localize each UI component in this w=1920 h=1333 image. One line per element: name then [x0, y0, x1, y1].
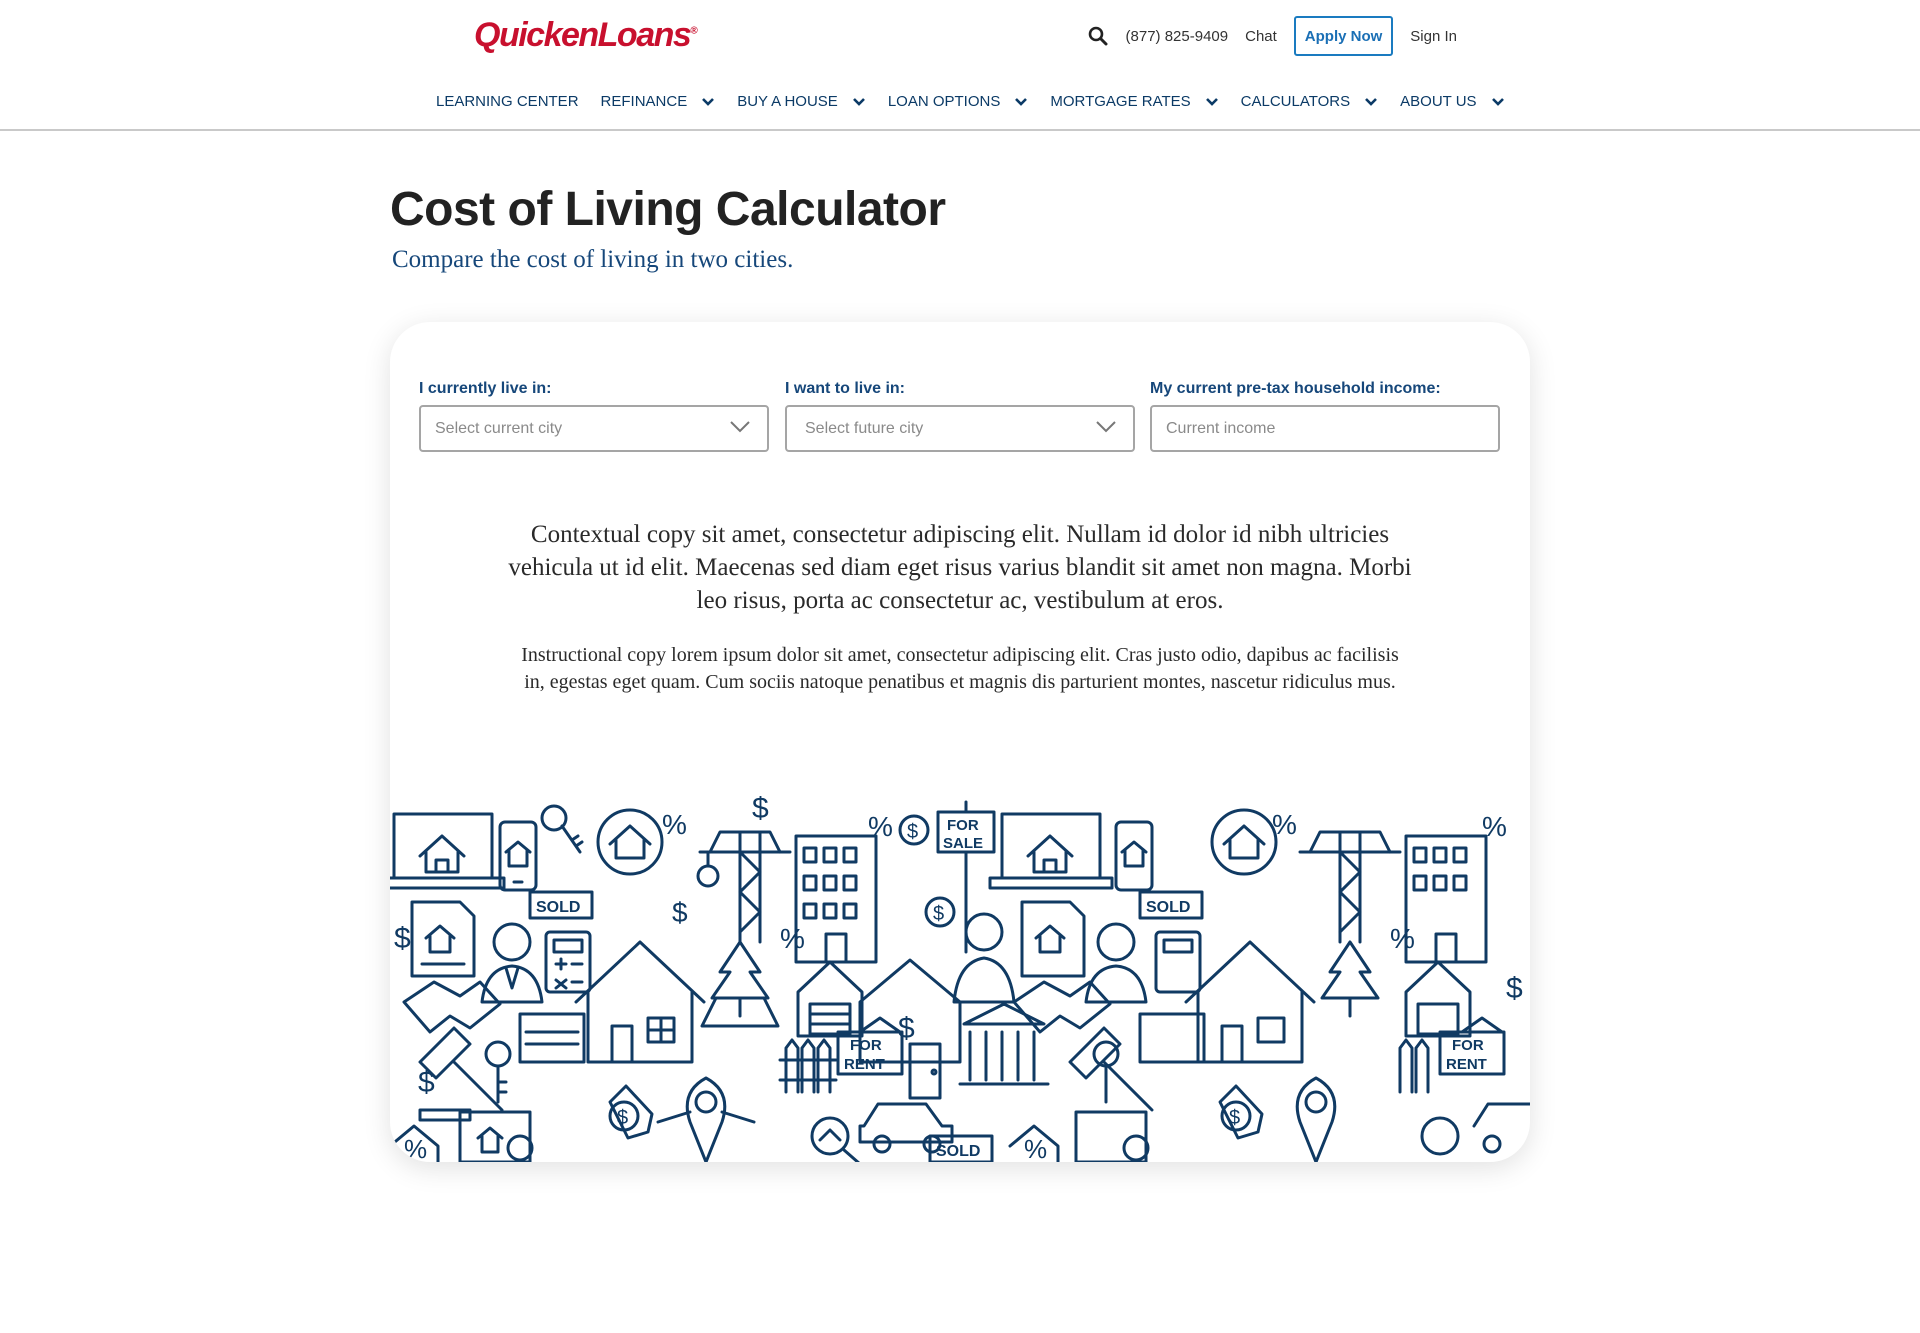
calculator-card [390, 322, 1530, 1162]
svg-text:$: $ [933, 903, 945, 925]
future-city-select[interactable] [785, 405, 1135, 452]
agent-icon [482, 924, 542, 1002]
percent-icon: % [1390, 923, 1415, 954]
for-rent-sign-icon [1440, 1018, 1504, 1074]
utility-nav [1087, 16, 1457, 56]
nav-about-us[interactable] [1400, 93, 1504, 110]
nav-label: LEARNING CENTER [436, 93, 579, 110]
sold-label: SOLD [536, 899, 581, 916]
sign-in-link[interactable]: Sign In [1410, 27, 1457, 45]
percent-icon: % [1024, 1134, 1048, 1162]
sold-sign-icon [1140, 892, 1202, 918]
key-icon [486, 1042, 510, 1102]
nav-label: CALCULATORS [1240, 93, 1351, 110]
svg-text:FOR: FOR [850, 1037, 882, 1054]
svg-text:$: $ [898, 1012, 915, 1045]
real-estate-illustration [390, 792, 1530, 1162]
tree-icon [702, 942, 778, 1026]
percent-icon: % [404, 1134, 428, 1162]
svg-text:SOLD: SOLD [936, 1143, 981, 1160]
chevron-down-icon [1205, 97, 1219, 106]
phone-icon [1116, 822, 1152, 890]
future-city-label: I want to live in: [785, 380, 906, 397]
nav-label: MORTGAGE RATES [1050, 93, 1191, 110]
nav-loan-options[interactable] [888, 93, 1029, 110]
current-city-select[interactable] [419, 405, 769, 452]
current-city-label: I currently live in: [419, 380, 552, 397]
instructional-copy: Instructional copy lorem ipsum dolor sit amet, consectetur adipiscing elit. Cras justo odio, dapibus ac facilisis in, egestas eget quam. Cum sociis natoque penatibus et magnis dis parturient montes, nascetur ridiculus mus. [521, 644, 1399, 693]
location-pin-icon [658, 1078, 754, 1162]
current-city-field [419, 380, 769, 452]
percent-icon: % [662, 809, 687, 840]
bank-icon [960, 1004, 1048, 1084]
svg-text:SALE: SALE [943, 835, 984, 852]
svg-text:FOR: FOR [947, 817, 979, 834]
search-icon[interactable] [1087, 25, 1109, 47]
svg-text:$: $ [907, 821, 919, 843]
dollar-icon: $ [672, 897, 688, 928]
nav-label: LOAN OPTIONS [887, 93, 1001, 110]
car-garage-icon [1140, 1014, 1204, 1062]
svg-text:$: $ [1229, 1107, 1241, 1129]
phone-link[interactable]: (877) 825-9409 [1125, 27, 1229, 45]
coin-icon [926, 898, 954, 926]
handshake-icon [404, 982, 500, 1032]
future-city-field [785, 380, 1135, 452]
chevron-down-icon [852, 97, 866, 106]
crane-icon [698, 832, 790, 942]
nav-calculators[interactable] [1241, 93, 1378, 110]
chevron-down-icon [1491, 97, 1505, 106]
chat-house-icon [598, 810, 662, 874]
building-icon [796, 836, 876, 962]
house-icon [576, 942, 704, 1062]
magnifier-house-icon [812, 1118, 860, 1162]
svg-text:$: $ [617, 1107, 629, 1129]
svg-text:FOR: FOR [1452, 1037, 1484, 1054]
nav-buy-a-house[interactable] [737, 93, 866, 110]
dollar-icon: $ [1506, 972, 1523, 1005]
laptop-icon [990, 814, 1112, 888]
chevron-down-icon [701, 97, 715, 106]
coin-icon [900, 816, 928, 844]
building-icon [1406, 836, 1486, 962]
nav-label: REFINANCE [600, 93, 688, 110]
dollar-icon: $ [752, 792, 769, 825]
chat-house-icon [1212, 810, 1276, 874]
magnifier-house-icon [1422, 1118, 1458, 1154]
page-title: Cost of Living Calculator [390, 183, 946, 236]
nav-refinance[interactable] [601, 93, 716, 110]
dollar-icon: $ [418, 1066, 435, 1099]
chevron-down-icon [729, 420, 751, 439]
percent-icon: % [1482, 811, 1507, 842]
tree-icon [1322, 942, 1378, 1016]
sold-sign-icon [530, 892, 592, 918]
dollar-icon: $ [394, 922, 411, 955]
chevron-down-icon [1014, 97, 1028, 106]
location-pin-icon [1297, 1078, 1335, 1162]
percent-icon: % [1272, 809, 1297, 840]
for-rent-sign-icon [838, 1018, 902, 1074]
calculator-icon [546, 932, 590, 992]
fence-icon [780, 1040, 836, 1092]
document-icon [412, 902, 474, 976]
quicken-loans-logo[interactable]: QuickenLoans® [474, 16, 698, 54]
garage-icon [798, 962, 862, 1036]
percent-icon: % [868, 811, 893, 842]
car-icon [1474, 1104, 1530, 1152]
income-field [1150, 380, 1500, 452]
document-icon [1022, 902, 1084, 976]
site-header [0, 0, 1920, 131]
door-icon [910, 1044, 940, 1098]
chat-link[interactable]: Chat [1245, 27, 1277, 45]
agent-icon [1086, 924, 1146, 1002]
svg-text:RENT: RENT [844, 1056, 885, 1073]
apply-now-button[interactable]: Apply Now [1294, 16, 1394, 56]
future-city-placeholder: Select future city [805, 419, 924, 437]
nav-label: ABOUT US [1400, 93, 1477, 110]
income-input[interactable] [1150, 405, 1500, 452]
main-nav [436, 93, 1527, 110]
car-garage-icon [520, 1014, 584, 1062]
laptop-icon [390, 814, 504, 888]
crane-icon [1300, 832, 1400, 942]
income-label: My current pre-tax household income: [1150, 380, 1441, 397]
garage-icon [1406, 962, 1470, 1036]
nav-learning-center[interactable] [436, 93, 579, 110]
calculator-icon [1156, 932, 1200, 992]
chevron-down-icon [1095, 420, 1117, 439]
percent-icon: % [780, 923, 805, 954]
nav-label: BUY A HOUSE [737, 93, 838, 110]
contextual-copy: Contextual copy sit amet, consectetur adipiscing elit. Nullam id dolor id nibh ultricies vehicula ut id elit. Maecenas sed diam eget risus varius blandit sit amet non magna. Morbi leo risus, porta ac consectetur ac, vestibulum at eros. [508, 521, 1412, 614]
fence-icon [1400, 1040, 1428, 1092]
current-city-placeholder: Select current city [435, 419, 563, 437]
page-subtitle: Compare the cost of living in two cities. [392, 246, 794, 273]
certificate-icon [1076, 1112, 1148, 1162]
svg-text:RENT: RENT [1446, 1056, 1487, 1073]
nav-mortgage-rates[interactable] [1050, 93, 1218, 110]
agent-icon [954, 914, 1014, 1002]
coin-icon [610, 1102, 638, 1130]
svg-text:SOLD: SOLD [1146, 899, 1191, 916]
key-icon [542, 806, 582, 852]
chevron-down-icon [1364, 97, 1378, 106]
